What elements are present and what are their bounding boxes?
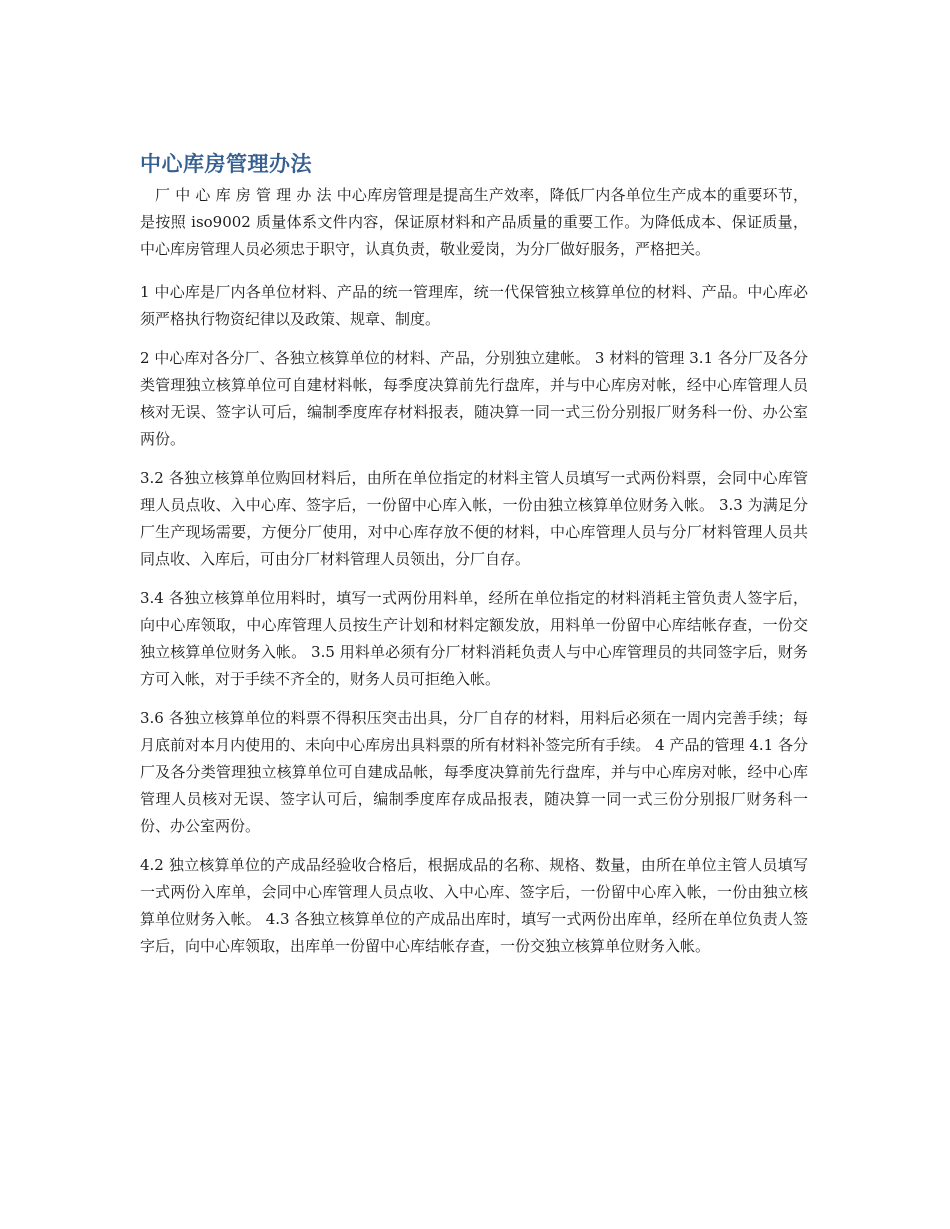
intro-paragraph: 厂 中 心 库 房 管 理 办 法 中心库房管理是提高生产效率，降低厂内各单位生产成本的重要环节，是按照 iso9002 质量体系文件内容，保证原材料和产品质量的重要工作。为降低成本、保证质量，中心库房管理人员必须忠于职守，认真负责，敬业爱岗，为分厂做好服务，严格把关。	[140, 186, 808, 258]
paragraph-4-2: 4.2 独立核算单位的产成品经验收合格后，根据成品的名称、规格、数量，由所在单位主管人员填写一式两份入库单，会同中心库管理人员点收、入中心库、签字后，一份留中心库入帐，一份由独立核算单位财务入帐。 4.3 各独立核算单位的产成品出库时，填写一式两份出库单，经所在单位负责人签字后，向中心库领取，出库单一份留中心库结帐存查，一份交独立核算单位财务入帐。	[140, 856, 808, 955]
paragraph-3-4: 3.4 各独立核算单位用料时，填写一式两份用料单，经所在单位指定的材料消耗主管负责人签字后，向中心库领取，中心库管理人员按生产计划和材料定额发放，用料单一份留中心库结帐存查，一份交独立核算单位财务入帐。 3.5 用料单必须有分厂材料消耗负责人与中心库管理员的共同签字后，财务方可入帐，对于手续不齐全的，财务人员可拒绝入帐。	[140, 589, 808, 688]
paragraph-3-6: 3.6 各独立核算单位的料票不得积压突击出具，分厂自存的材料，用料后必须在一周内完善手续；每月底前对本月内使用的、未向中心库房出具料票的所有材料补签完所有手续。 4 产品的管理 4.1 各分厂及各分类管理独立核算单位可自建成品帐，每季度决算前先行盘库，并与中心库房对帐，经中心库管理人员核对无误、签字认可后，编制季度库存成品报表，随决算一同一式三份分别报厂财务科一份、办公室两份。	[140, 709, 808, 835]
document-body	[140, 148, 808, 972]
document-title: 中心库房管理办法	[140, 152, 312, 176]
paragraph-2: 2 中心库对各分厂、各独立核算单位的材料、产品，分别独立建帐。 3 材料的管理 3.1 各分厂及各分类管理独立核算单位可自建材料帐，每季度决算前先行盘库，并与中心库房对帐，经中心库管理人员核对无误、签字认可后，编制季度库存材料报表，随决算一同一式三份分别报厂财务科一份、办公室两份。	[140, 349, 808, 448]
paragraph-1: 1 中心库是厂内各单位材料、产品的统一管理库，统一代保管独立核算单位的材料、产品。中心库必须严格执行物资纪律以及政策、规章、制度。	[140, 283, 808, 328]
paragraph-3-2: 3.2 各独立核算单位购回材料后，由所在单位指定的材料主管人员填写一式两份料票，会同中心库管理人员点收、入中心库、签字后，一份留中心库入帐，一份由独立核算单位财务入帐。 3.3 为满足分厂生产现场需要，方便分厂使用，对中心库存放不便的材料，中心库管理人员与分厂材料管理人员共同点收、入库后，可由分厂材料管理人员领出，分厂自存。	[140, 469, 808, 568]
